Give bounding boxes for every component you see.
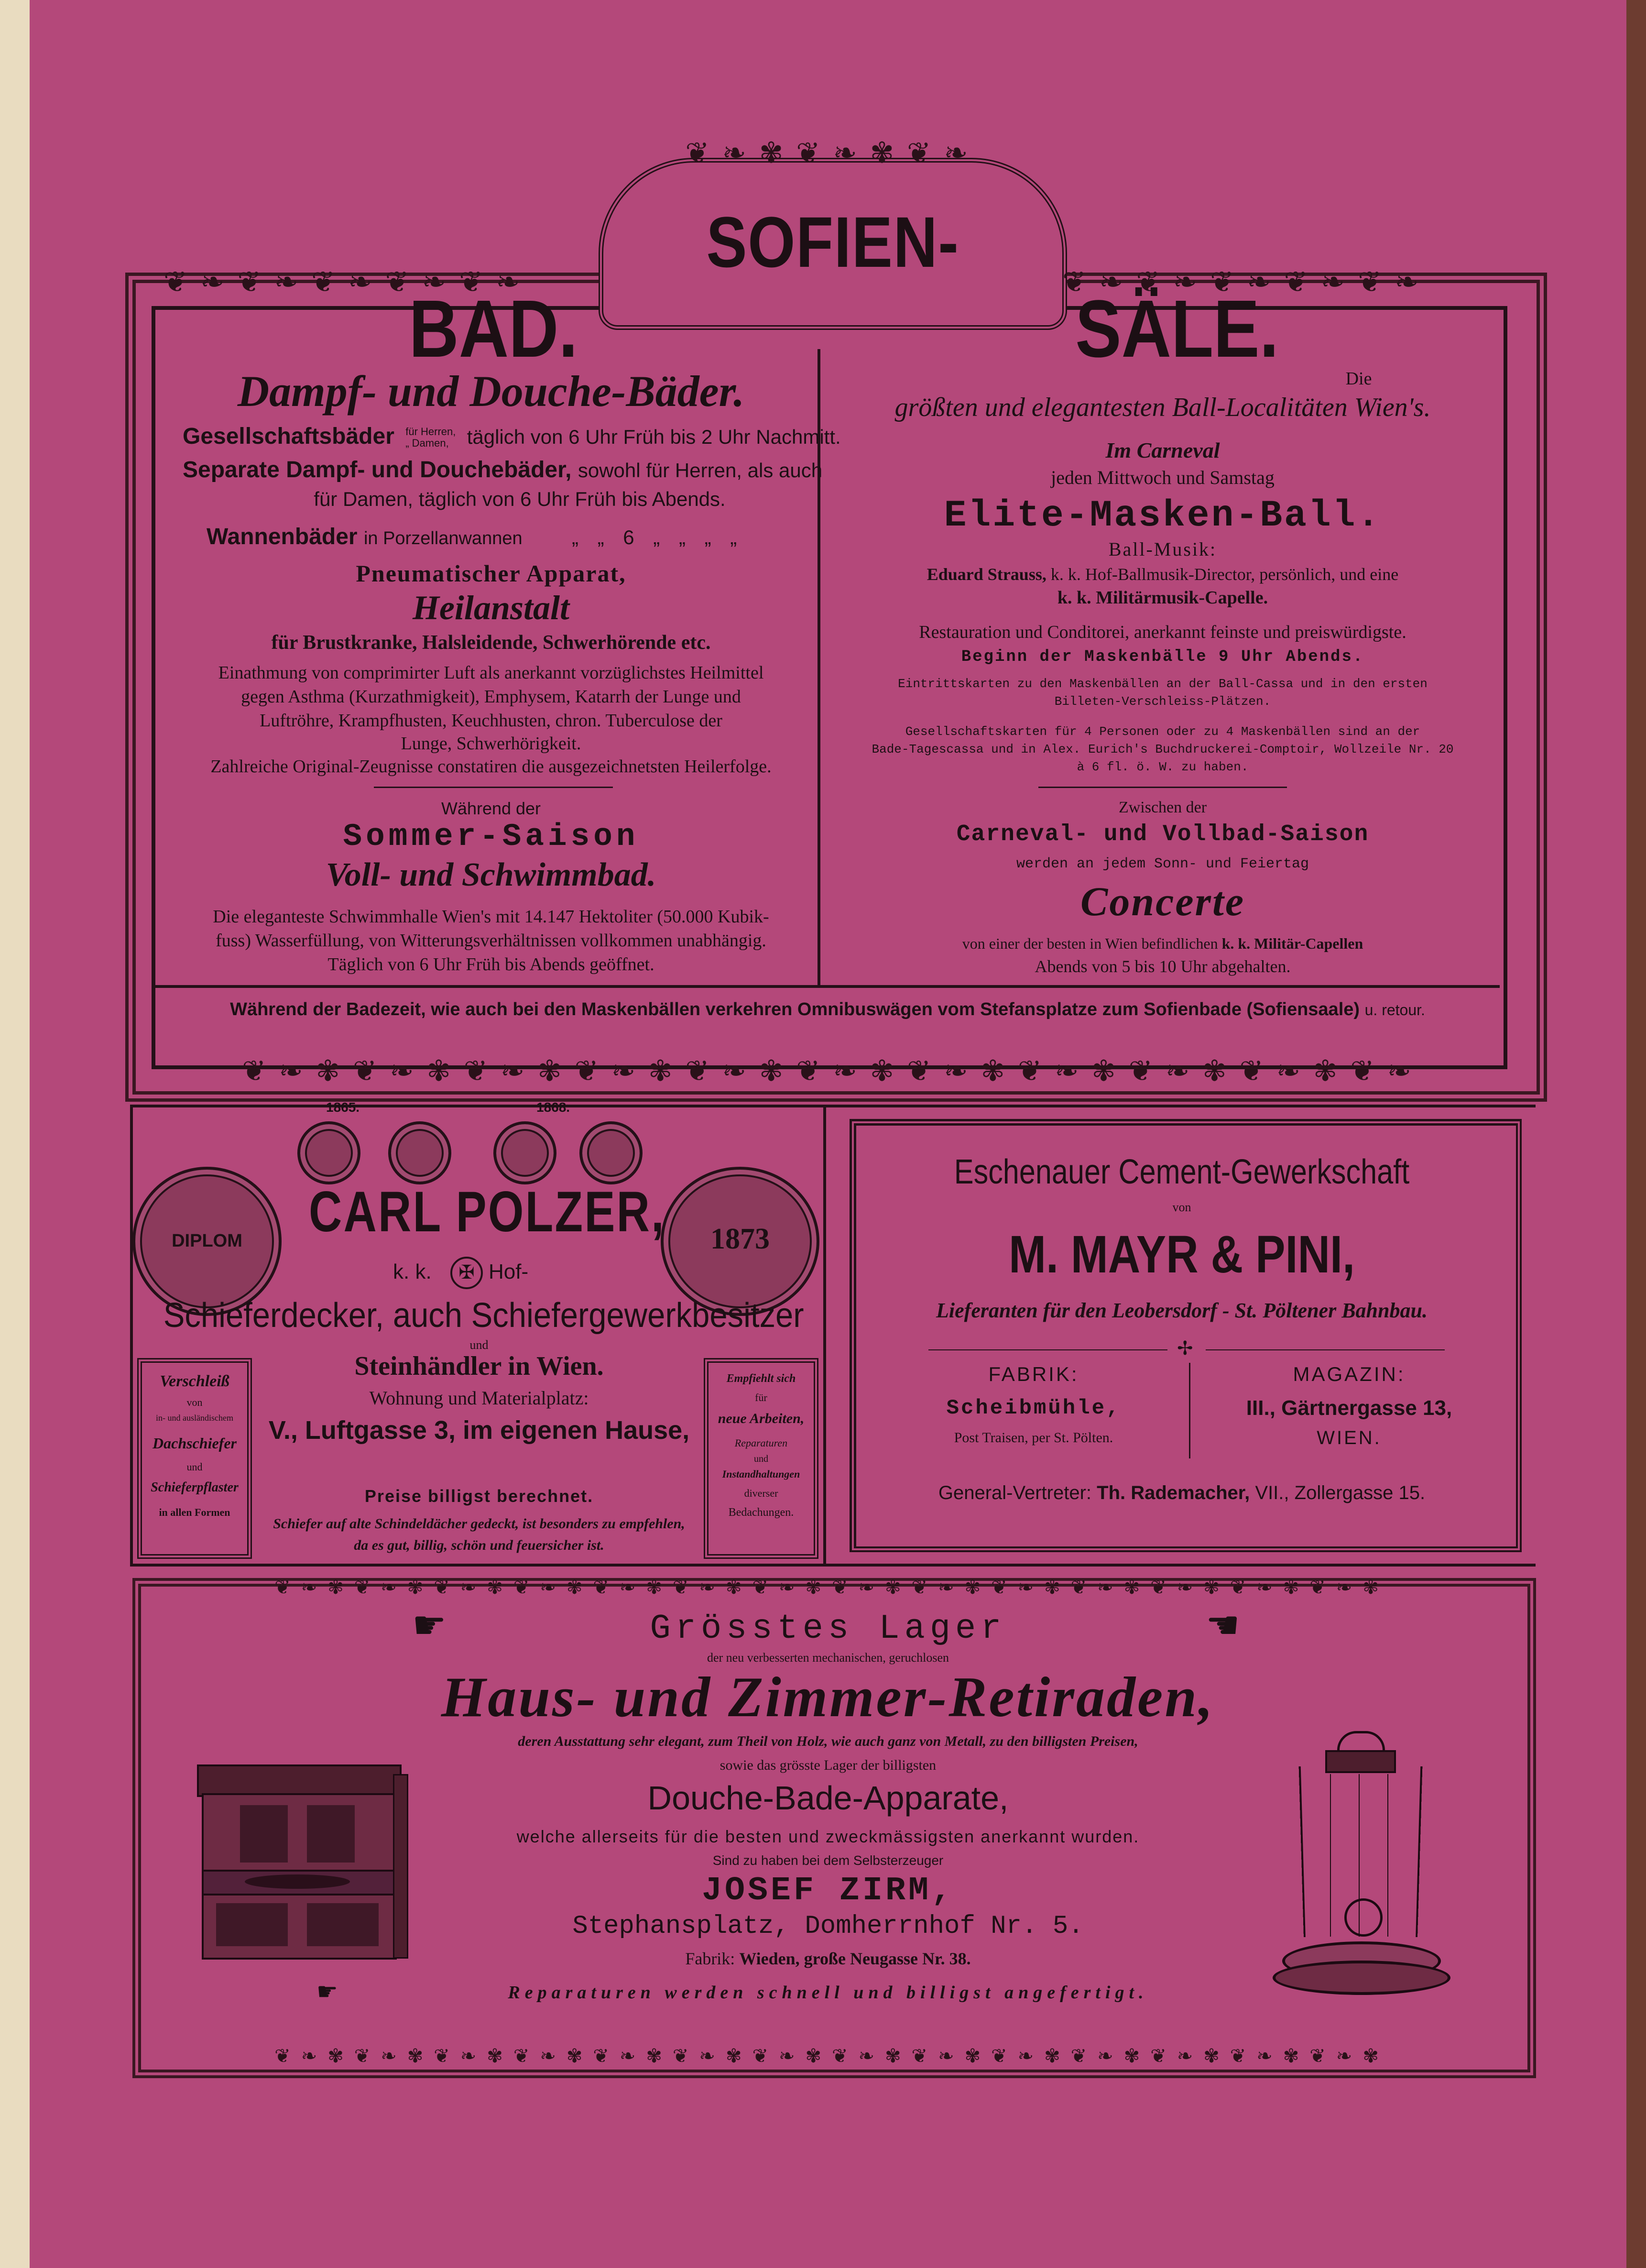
polzer-address: V., Luftgasse 3, im eigenen Hause, (268, 1416, 690, 1445)
polzer-bottom1: Schiefer auf alte Schindeldächer gedeckt, ist besonders zu empfehlen, (273, 1516, 685, 1532)
fuer-damen-note: „ Damen, (405, 437, 449, 449)
retirade-cabinet-illustration (197, 1764, 407, 1961)
right-box-4: Reparaturen (734, 1437, 788, 1449)
pointing-hand-left-icon: ☛ (412, 1605, 447, 1647)
mayr-post: Post Traisen, per St. Pölten. (954, 1430, 1113, 1446)
polzer-line1: Schieferdecker, auch Schiefergewerkbesitzer (163, 1296, 804, 1335)
sofien-footer-rule (155, 985, 1500, 988)
zirm-haus: Haus- und Zimmer-Retiraden, (441, 1665, 1215, 1729)
eintrittskarten-2: Billeten-Verschleiss-Plätzen. (1054, 694, 1271, 709)
medal-diplom-label: DIPLOM (172, 1231, 242, 1251)
bad-p1: Einathmung von comprimirter Luft als anerkannt vorzüglichstes Heilmittel (218, 663, 764, 683)
zirm-reparaturen: Reparaturen werden schnell und billigst angefertigt. (508, 1983, 1148, 2003)
mayr-name: M. MAYR & PINI, (1009, 1225, 1355, 1284)
brustkranke-line: für Brustkranke, Halsleidende, Schwerhörende etc. (271, 632, 711, 654)
zirm-address: Stephansplatz, Domherrnhof Nr. 5. (572, 1912, 1084, 1941)
right-box-7: diverser (744, 1487, 778, 1499)
bad-s3: Täglich von 6 Uhr Früh bis Abends geöffnet. (327, 954, 654, 975)
sofien-title: SOFIEN- (706, 202, 959, 282)
right-box-8: Bedachungen. (728, 1506, 794, 1519)
right-box-6: Instandhaltungen (722, 1468, 800, 1480)
left-box-3: in- und ausländischem (156, 1413, 233, 1423)
wannenbaeder-label: Wannenbäder (207, 524, 358, 549)
right-box-3: neue Arbeiten, (718, 1411, 805, 1426)
jeden-mittwoch: jeden Mittwoch und Samstag (1051, 467, 1275, 488)
polzer-bottom2: da es gut, billig, schön und feuersicher ist. (354, 1537, 604, 1553)
elite-masken-ball: Elite-Masken-Ball. (944, 495, 1382, 537)
ball-musik: Ball-Musik: (1108, 538, 1217, 560)
mayr-fabrik: FABRIK: (988, 1363, 1079, 1385)
strauss-title: k. k. Hof-Ballmusik-Director, persönlich, und eine (1050, 565, 1399, 584)
bad-s2: fuss) Wasserfüllung, von Witterungsverhältnissen vollkommen unabhängig. (216, 931, 766, 951)
left-box-6: Schieferpflaster (151, 1480, 239, 1495)
mayr-general (857, 1482, 1507, 1504)
sofien-left-flourish: ❦ ❧ ❦ ❧ ❦ ❧ ❦ ❧ ❦ ❧ (164, 268, 523, 296)
zirm-douche: Douche-Bade-Apparate, (647, 1779, 1009, 1817)
mayr-title: Eschenauer Cement-Gewerkschaft (954, 1153, 1410, 1191)
bad-title: BAD. (409, 284, 578, 374)
strauss-line (828, 564, 1497, 584)
left-box-4: Dachschiefer (153, 1435, 237, 1452)
polzer-hof: Hof- (489, 1260, 529, 1283)
separate-baeder-label: Separate Dampf- und Douchebäder, (183, 457, 572, 482)
beginn-maskenbaelle: Beginn der Maskenbälle 9 Uhr Abends. (961, 648, 1364, 666)
u-retour: u. retour. (1364, 1001, 1425, 1019)
bad-heading: Dampf- und Douche-Bäder. (237, 367, 745, 416)
gesellschaftskarten-2: Bade-Tagescassa und in Alex. Eurich's Buchdruckerei-Comptoir, Wollzeile Nr. 20 (872, 742, 1454, 756)
gesellschaftsbaeder-label: Gesellschaftsbäder (183, 424, 394, 449)
zirm-sind: Sind zu haben bei dem Selbsterzeuger (712, 1853, 944, 1868)
militaermusik-capelle: k. k. Militärmusik-Capelle. (1057, 588, 1268, 608)
advertisement-page (30, 0, 1626, 2268)
left-box-5: und (186, 1461, 203, 1473)
saele-groessten: größten und elegantesten Ball-Localitäten Wien's. (894, 393, 1431, 422)
eintrittskarten-1: Eintrittskarten zu den Maskenbällen an der Ball-Cassa und in den ersten (898, 677, 1428, 691)
omnibus-note: Während der Badezeit, wie auch bei den Maskenbällen verkehren Omnibuswägen vom Stefansplatze zum Sofienbade (Sofiensaale) (230, 999, 1360, 1019)
ditto-marks: „ „ 6 „ „ „ „ (571, 526, 744, 548)
polzer-line2: Steinhändler in Wien. (354, 1351, 604, 1381)
imperial-eagle-icon: ✠ (450, 1257, 483, 1289)
eduard-strauss: Eduard Strauss, (927, 565, 1046, 584)
general-vertreter-name: Th. Rademacher, (1097, 1482, 1250, 1503)
separate-baeder-desc: sowohl für Herren, als auch (578, 459, 823, 482)
concerte-von: von einer der besten in Wien befindlichen (962, 935, 1218, 952)
sofien-footer (155, 999, 1500, 1020)
right-box-5: und (754, 1454, 768, 1464)
mayr-magazin: MAGAZIN: (1293, 1363, 1406, 1385)
bad-line4 (207, 524, 743, 550)
medal-1873-label: 1873 (710, 1223, 770, 1255)
zirm-welche: welche allerseits für die besten und zweckmässigsten anerkannt wurden. (516, 1827, 1140, 1846)
zirm-fabrik-label: Fabrik: (685, 1949, 735, 1968)
voll-und-schwimmbad: Voll- und Schwimmbad. (326, 856, 656, 893)
right-box-2: für (755, 1391, 767, 1403)
heilanstalt: Heilanstalt (412, 589, 570, 627)
mayr-lieferanten: Lieferanten für den Leobersdorf - St. Pöltener Bahnbau. (936, 1299, 1428, 1322)
sommer-saison: Sommer-Saison (343, 819, 639, 855)
left-box-1: Verschleiß (160, 1372, 229, 1390)
mayr-gaertnergasse: III., Gärtnergasse 13, (1246, 1396, 1452, 1420)
saele-divider (1038, 787, 1287, 788)
zirm-neu: der neu verbesserten mechanischen, geruchlosen (707, 1651, 949, 1665)
medal-diplom (132, 1167, 282, 1316)
bad-p2: gegen Asthma (Kurzathmigkeit), Emphysem, Katarrh der Lunge und (241, 687, 741, 707)
porzellanwannen-label: in Porzellanwannen (363, 528, 523, 548)
concerte: Concerte (1080, 878, 1245, 924)
polzer-und: und (469, 1338, 489, 1352)
pointing-hand-right-icon: ☛ (1206, 1605, 1240, 1647)
concerte-line1 (828, 935, 1497, 953)
right-box-1: Empfiehlt sich (726, 1372, 796, 1385)
josef-zirm: JOSEF ZIRM, (701, 1872, 955, 1910)
medal-weltausstellung (661, 1167, 819, 1316)
restauration: Restauration und Conditorei, anerkannt feinste und preiswürdigste. (919, 622, 1406, 642)
gesellschaftskarten-1: Gesellschaftskarten für 4 Personen oder zu 4 Maskenbällen sind an der (905, 724, 1420, 739)
bad-divider (374, 787, 613, 788)
bad-p5: Zahlreiche Original-Zeugnisse constatiren die ausgezeichnetsten Heilerfolge. (210, 756, 772, 777)
bad-line3: für Damen, täglich von 6 Uhr Früh bis Abends. (314, 488, 726, 510)
binding-strip (0, 0, 33, 2268)
sofien-right-flourish: ❦ ❧ ❦ ❧ ❦ ❧ ❦ ❧ ❦ ❧ (1062, 268, 1422, 296)
zirm-sowie: sowie das grösste Lager der billigsten (719, 1757, 937, 1773)
medal-1868-back (579, 1121, 643, 1184)
sonn-feiertag: werden an jedem Sonn- und Feiertag (1016, 856, 1309, 872)
polzer-year-1868: 1868. (536, 1100, 570, 1115)
page-edge-shadow (1626, 0, 1646, 2268)
zirm-deren: deren Ausstattung sehr elegant, zum Theil von Holz, wie auch ganz von Metall, zu den billigsten Preisen, (518, 1733, 1138, 1749)
mayr-scheibmuehle: Scheibmühle, (946, 1396, 1121, 1420)
bad-line2 (183, 457, 822, 483)
zirm-fabrik-address: Wieden, große Neugasse Nr. 38. (739, 1949, 971, 1968)
concerte-line2: Abends von 5 bis 10 Uhr abgehalten. (1035, 957, 1291, 976)
sofien-bottom-flourish: ❦ ❧ ✾ ❦ ❧ ✾ ❦ ❧ ✾ ❦ ❧ ✾ ❦ ❧ ✾ ❦ ❧ ✾ ❦ ❧ ✾ ❦ ❧ ✾ ❦ ❧ ✾ ❦ ❧ ✾ ❦ ❧ (242, 1057, 1414, 1085)
bad-s1: Die eleganteste Schwimmhalle Wien's mit 14.147 Hektoliter (50.000 Kubik- (213, 907, 769, 927)
middle-left-rule (130, 1105, 133, 1567)
medal-1868-front (493, 1121, 556, 1184)
carneval-vollbad-saison: Carneval- und Vollbad-Saison (956, 822, 1369, 847)
mayr-wien: WIEN. (1317, 1427, 1382, 1448)
bad-p3: Luftröhre, Krampfhusten, Keuchhusten, chron. Tuberculose der (260, 711, 722, 731)
im-carneval: Im Carneval (1105, 438, 1220, 462)
bad-line1 (183, 423, 841, 449)
carl-polzer: CARL POLZER, (309, 1180, 665, 1244)
militaer-capellen: k. k. Militär-Capellen (1221, 935, 1363, 952)
saele-title: SÄLE. (1075, 284, 1279, 374)
mayr-rule-right (1206, 1349, 1445, 1350)
fuer-herren-note: für Herren, (405, 426, 456, 438)
polzer-kk: k. k. (393, 1260, 432, 1283)
zirm-bottom-ornament: ❦ ❧ ✾ ❦ ❧ ✾ ❦ ❧ ✾ ❦ ❧ ✾ ❦ ❧ ✾ ❦ ❧ ✾ ❦ ❧ ✾ ❦ ❧ ✾ ❦ ❧ ✾ ❦ ❧ ✾ ❦ ❧ ✾ ❦ ❧ ✾ ❦ ❧ ✾ ❦ ❧ ✾ (274, 2045, 1382, 2067)
pointing-hand-small-icon: ☛ (316, 1978, 338, 2005)
middle-center-rule (823, 1105, 826, 1567)
mayr-vertical-divider (1189, 1363, 1190, 1458)
mayr-rule-left (928, 1349, 1167, 1350)
middle-bottom-rule (130, 1564, 1536, 1567)
waehrend-der: Während der (441, 799, 541, 818)
zwischen-der: Zwischen der (1118, 799, 1207, 816)
groesstes-lager: Grösstes Lager (650, 1609, 1006, 1648)
polzer-wohnung: Wohnung und Materialplatz: (369, 1387, 589, 1409)
mayr-von: von (1172, 1200, 1191, 1214)
gesellschaftskarten-3: à 6 fl. ö. W. zu haben. (1077, 760, 1249, 774)
polzer-preise: Preise billigst berechnet. (364, 1486, 594, 1506)
medal-1865-front (297, 1121, 360, 1184)
general-vertreter-label: General-Vertreter: (938, 1482, 1092, 1503)
sofien-scroll-ornament: ❦ ❧ ✾ ❦ ❧ ✾ ❦ ❧ (685, 139, 971, 167)
douche-apparatus-illustration (1273, 1731, 1445, 1999)
polzer-year-1865: 1865. (326, 1100, 360, 1115)
zirm-top-ornament: ❦ ❧ ✾ ❦ ❧ ✾ ❦ ❧ ✾ ❦ ❧ ✾ ❦ ❧ ✾ ❦ ❧ ✾ ❦ ❧ ✾ ❦ ❧ ✾ ❦ ❧ ✾ ❦ ❧ ✾ ❦ ❧ ✾ ❦ ❧ ✾ ❦ ❧ ✾ ❦ ❧ ✾ (274, 1577, 1382, 1598)
left-box-2: von (186, 1396, 203, 1408)
bad-p4: Lunge, Schwerhörigkeit. (401, 734, 581, 754)
gesellschaftsbaeder-hours: täglich von 6 Uhr Früh bis 2 Uhr Nachmitt. (467, 426, 841, 448)
zirm-fabrik (269, 1949, 1387, 1969)
saele-die: Die (1345, 369, 1372, 389)
pneumatischer-apparat: Pneumatischer Apparat, (356, 560, 626, 587)
medal-1865-back (388, 1121, 451, 1184)
left-box-7: in allen Formen (159, 1506, 230, 1518)
general-vertreter-address: VII., Zollergasse 15. (1255, 1482, 1426, 1503)
mayr-ornament-icon: ✢ (1177, 1337, 1193, 1359)
